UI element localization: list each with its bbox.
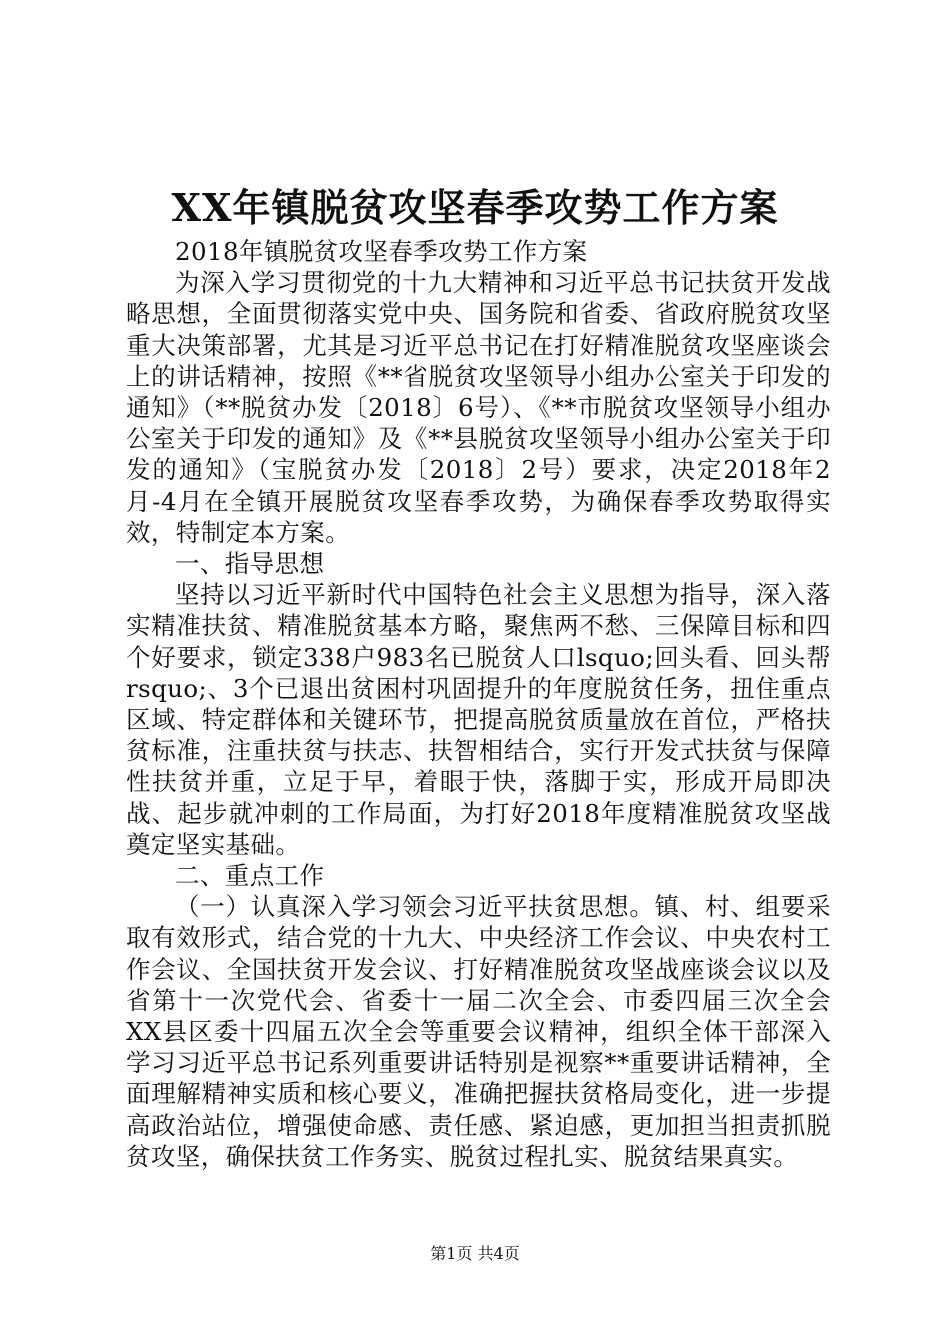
section-heading-guiding-ideology: 一、指导思想 — [175, 549, 325, 579]
page-number-footer: 第1页 共4页 — [430, 1244, 520, 1263]
document-body — [126, 236, 831, 1172]
section-heading-key-work: 二、重点工作 — [175, 861, 325, 891]
document-title: XX年镇脱贫攻坚春季攻势工作方案 — [171, 185, 779, 230]
guiding-ideology-paragraph: 坚持以习近平新时代中国特色社会主义思想为指导，深入落实精准扶贫、精准脱贫基本方略，聚焦两不愁、三保障目标和四个好要求，锁定338户983名已脱贫人口lsquo;回头看、回头帮rsquo;、3个已退出贫困村巩固提升的年度脱贫任务，扭住重点区域、特定群体和关键环节，把提高脱贫质量放在首位，严格扶贫标准，注重扶贫与扶志、扶智相结合，实行开发式扶贫与保障性扶贫并重，立足于早，着眼于快，落脚于实，形成开局即决战、起步就冲刺的工作局面，为打好2018年度精准脱贫攻坚战奠定坚实基础。 — [126, 580, 831, 859]
intro-paragraph: 为深入学习贯彻党的十九大精神和习近平总书记扶贫开发战略思想，全面贯彻落实党中央、国务院和省委、省政府脱贫攻坚重大决策部署，尤其是习近平总书记在打好精准脱贫攻坚座谈会上的讲话精神，按照《**省脱贫攻坚领导小组办公室关于印发的通知》（**脱贫办发〔2018〕6号）、《**市脱贫攻坚领导小组办公室关于印发的通知》及《**县脱贫攻坚领导小组办公室关于印发的通知》（宝脱贫办发〔2018〕2号）要求，决定2018年2月-4月在全镇开展脱贫攻坚春季攻势，为确保春季攻势取得实效，特制定本方案。 — [126, 268, 831, 547]
subtitle-paragraph: 2018年镇脱贫攻坚春季攻势工作方案 — [175, 237, 588, 266]
key-work-item-1-paragraph: （一）认真深入学习领会习近平扶贫思想。镇、村、组要采取有效形式，结合党的十九大、中央经济工作会议、中央农村工作会议、全国扶贫开发会议、打好精准脱贫攻坚战座谈会议以及省第十一次党代会、省委十一届二次全会、市委四届三次全会XX县区委十四届五次全会等重要会议精神，组织全体干部深入学习习近平总书记系列重要讲话特别是视察**重要讲话精神，全面理解精神实质和核心要义，准确把握扶贫格局变化，进一步提高政治站位，增强使命感、责任感、紧迫感，更加担当担责抓脱贫攻坚，确保扶贫工作务实、脱贫过程扎实、脱贫结果真实。 — [126, 892, 831, 1171]
